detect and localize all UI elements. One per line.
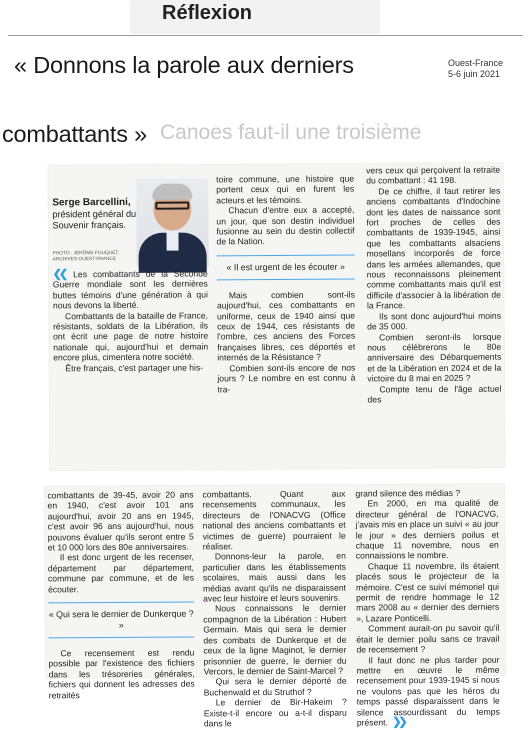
paragraph: Ils sont donc aujourd'hui moins de 35 000. (367, 310, 502, 332)
paragraph: Qui sera le dernier déporté de Buchenwald et du Struthof ? (203, 675, 347, 698)
photo-credit: PHOTO : JÉRÔME FOUQUET, ARCHIVES OUEST-FRANCE (52, 250, 120, 263)
paragraph: Combien seront-ils lorsque nous célébrerons le 80e anniversaire des Débarquements et de la Libération en 2024 et de la victoire du 8 mai en 2025 ? (367, 331, 502, 384)
paragraph: Comment aurait-on pu savoir qu'il était le dernier poilu sans ce travail de recensement ? (356, 622, 500, 655)
paragraph: Chacun d'entre eux a accepté, un jour, que son destin individuel fusionne au sein du destin collectif de la Nation. (216, 204, 355, 247)
paragraph: Il est donc urgent de les recenser, département par département, commune par commune, et de les écouter. (47, 551, 195, 595)
paragraph: Compte tenu de l'âge actuel des (367, 383, 502, 405)
source-info (448, 58, 503, 80)
chevron-double-left-icon: ❮❮ (52, 268, 66, 281)
article-column-4 (47, 489, 194, 700)
paragraph: Mais combien sont-ils aujourd'hui, ces combattants en uniforme, ceux de 1940 ainsi que ceux de 1944, ces résistants de l'ombre, ces anciens des Forces françaises libres, ces déportés et internés de la Résistance ? (216, 289, 356, 363)
source-date: 5-6 juin 2021 (448, 69, 501, 79)
pull-quote-rule (217, 254, 355, 256)
article-clipping-bottom (44, 484, 505, 729)
pull-quote-rule (48, 637, 194, 639)
paragraph: Ce recensement est rendu possible par l'existence des fichiers dans les trésoreries générales, fichiers qui donnent les adresses des retraités (48, 647, 195, 701)
source-name: Ouest-France (448, 58, 504, 68)
paragraph: Le dernier de Bir-Hakeim ? Existe-t-il encore ou a-t-il disparu dans le (203, 696, 347, 729)
bleed-through-text: Canoes faut-il une troisième (160, 121, 422, 144)
section-title: Réflexion (162, 2, 253, 24)
paragraph: combattants. Quant aux recensements communaux, les directeurs de l'ONACVG (Office national des anciens combattants et victimes de guerre) pourraient le réaliser. (202, 488, 346, 552)
paragraph: vers ceux qui perçoivent la retraite du combattant : 41 198. (366, 164, 501, 186)
chevron-double-right-icon: ❯❯ (392, 716, 405, 729)
paragraph: Chaque 11 novembre, ils étaient placés sous le projecteur de la mémoire. C'est ce suivi mémoriel qui permit de rendre hommage le 12 mars 2008 au « dernier des derniers », Lazare Ponticelli. (355, 560, 500, 624)
pull-quote-rule (217, 278, 355, 280)
paragraph: Combien sont-ils encore de nos jours ? Le nombre en est connu à tra- (217, 362, 356, 394)
header-rule (8, 35, 523, 36)
article-column-1 (53, 268, 209, 373)
pull-quote-rule (48, 602, 194, 604)
pull-quote: « Qui sera le dernier de Dunkerque ? » (48, 602, 194, 639)
author-photo (136, 178, 209, 266)
paragraph: toire commune, une histoire que portent ceux qui en furent les acteurs et les témoins. (216, 173, 355, 206)
paragraph: ❮❮ Les combattants de la Seconde Guerre mondiale sont les dernières buttes témoins d'une génération à qui nous devons la liberté. (52, 268, 208, 311)
paragraph: combattants de 39-45, avoir 20 ans en 1940, c'est avoir 101 ans aujourd'hui, avoir 20 ans en 1945, c'est avoir 96 ans aujourd'hui, nous pouvons évaluer qu'ils seront entre 5 et 10 000 lors des 80e anniversaires. (47, 489, 194, 553)
article-column-3 (366, 165, 501, 405)
article-column-6 (355, 488, 499, 728)
paragraph: De ce chiffre, il faut retirer les anciens combattants d'Indochine dont les dates de naissance sont fort proches de celles des combattants de 1939-1945, ainsi que les combattants alsaciens mosellans incorporés de force dans les armées allemandes, que nous reconnaissons pleinement comme combattants mais qu'il est difficile d'associer à la libération de la France. (366, 185, 501, 311)
article-column-5 (202, 489, 346, 729)
author-role: président général du Souvenir français. (52, 208, 137, 231)
article-column-2 (216, 174, 355, 395)
pull-quote: « Il est urgent de les écouter » (217, 254, 355, 280)
headline-line-1: « Donnons la parole aux derniers (14, 52, 354, 78)
paragraph: En 2000, en ma qualité de directeur général de l'ONACVG, j'avais mis en place un suivi « au jour le jour » des derniers poilus et chaque 11 novembre, nous en connaissions le nombre. (355, 498, 499, 561)
headline-line-2: combattants » (2, 121, 148, 147)
paragraph: Combattants de la bataille de France, résistants, soldats de la Libération, ils ont écrit une page de notre histoire nationale qui, aujourd'hui et demain encore plus, cimentera notre société. (53, 310, 209, 363)
paragraph: Donnons-leur la parole, en particulier dans les établissements scolaires, mais aussi dans les médias avant qu'ils ne disparaissent avec leur histoire et leurs souvenirs. (202, 551, 347, 604)
article-clipping-top (48, 163, 505, 471)
paragraph: grand silence des médias ? (355, 487, 461, 499)
paragraph: Nous connaissons le dernier compagnon de la Libération : Hubert Germain. Mais qui sera le dernier des combats de Dunkerque et de ceux de la ligne Maginot, le dernier prisonnier de guerre, le dernier du Vercors, le dernier de Saint-Marcel ? (203, 603, 347, 677)
author-name: Serge Barcellini, (52, 196, 131, 209)
paragraph: Il faut donc ne plus tarder pour mettre en œuvre le même recensement pour 1939-1945 si nous ne voulons pas que les héros du temps passé disparaissent dans le silence assourdissant du temps présent. ❯❯ (356, 654, 500, 729)
paragraph: Être français, c'est partager une his- (65, 362, 204, 373)
